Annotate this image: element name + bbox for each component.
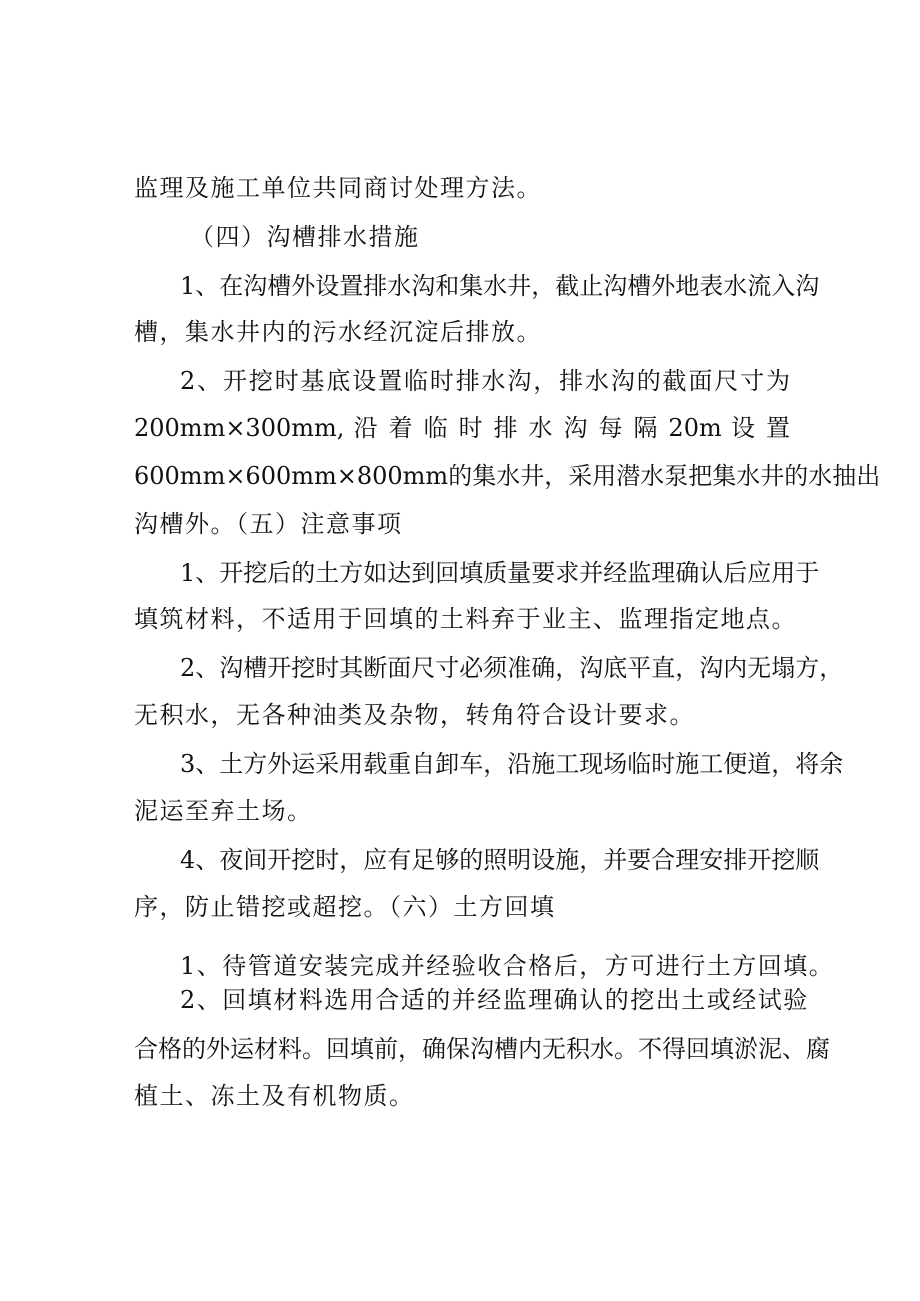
paragraph-line: 2、开挖时基底设置临时排水沟，排水沟的截面尺寸为 <box>180 367 790 395</box>
paragraph-line: 无积水，无各种油类及杂物，转角符合设计要求。 <box>134 701 695 729</box>
paragraph-line: 沟槽外。（五）注意事项 <box>134 510 403 538</box>
paragraph-line: 合格的外运材料。回填前，确保沟槽内无积水。不得回填淤泥、腐 <box>134 1035 830 1063</box>
paragraph-line: 监理及施工单位共同商讨处理方法。 <box>134 174 542 202</box>
paragraph-line: 2、回填材料选用合适的并经监理确认的挖出土或经试验 <box>180 986 809 1014</box>
paragraph-line: 2、沟槽开挖时其断面尺寸必须准确，沟底平直，沟内无塌方， <box>180 654 844 682</box>
paragraph-line: 3、土方外运采用载重自卸车，沿施工现场临时施工便道，将余 <box>180 750 844 778</box>
paragraph-line: 泥运至弃土场。 <box>134 797 313 825</box>
section-heading: （四）沟槽排水措施 <box>190 223 420 251</box>
paragraph-line: 4、夜间开挖时，应有足够的照明设施，并要合理安排开挖顺 <box>180 846 820 874</box>
paragraph-line: 槽，集水井内的污水经沉淀后排放。 <box>134 318 542 346</box>
paragraph-line: 1、开挖后的土方如达到回填质量要求并经监理确认后应用于 <box>180 559 820 587</box>
paragraph-line: 1、待管道安装完成并经验收合格后，方可进行土方回填。 <box>180 952 835 980</box>
paragraph-line: 序，防止错挖或超挖。（六）土方回填 <box>134 893 556 921</box>
paragraph-line: 600mm×600mm×800mm的集水井，采用潜水泵把集水井的水抽出 <box>134 462 881 490</box>
paragraph-line: 填筑材料，不适用于回填的土料弃于业主、监理指定地点。 <box>134 605 797 633</box>
paragraph-line: 1、在沟槽外设置排水沟和集水井，截止沟槽外地表水流入沟 <box>180 272 820 300</box>
paragraph-line: 200mm×300mm, 沿 着 临 时 排 水 沟 每 隔 20m 设 置 <box>134 414 790 442</box>
paragraph-line: 植土、冻土及有机物质。 <box>134 1082 415 1110</box>
